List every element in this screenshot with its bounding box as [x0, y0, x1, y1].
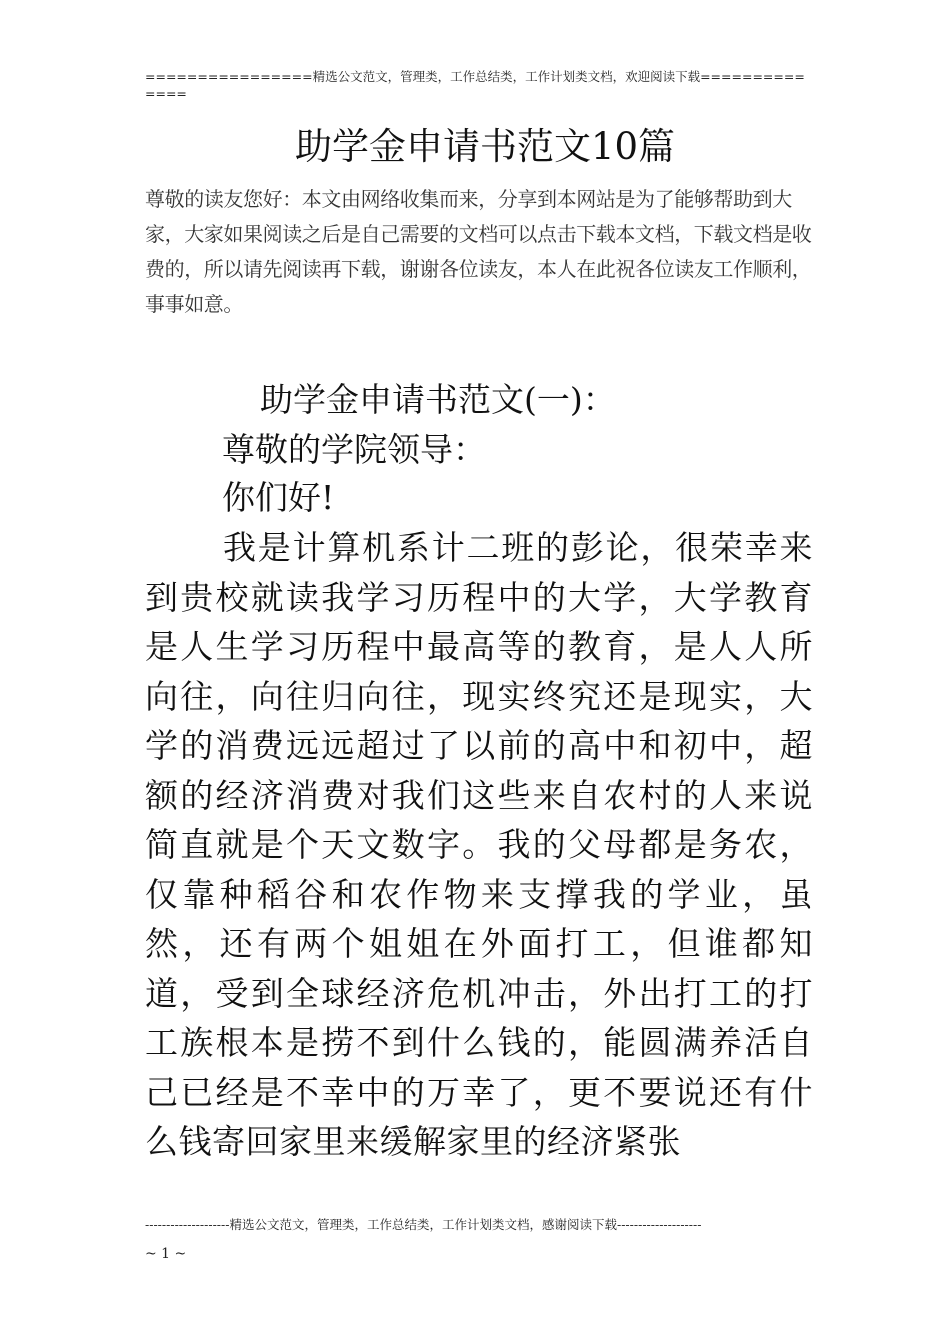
letter-salutation: 尊敬的学院领导： [222, 430, 486, 469]
letter-body-paragraph: 我是计算机系计二班的彭论，很荣幸来到贵校就读我学习历程中的大学，大学教育是人生学习历程中最高等的教育，是人人所向往，向往归向往，现实终究还是现实，大学的消费远远超过了以前的高中和初中，超额的经济消费对我们这些来自农村的人来说简直就是个天文数字。我的父母都是务农，仅靠种稻谷和农作物来支撑我的学业，虽然，还有两个姐姐在外面打工，但谁都知道，受到全球经济危机冲击，外出打工的打工族根本是捞不到什么钱的，能圆满养活自己已经是不幸中的万幸了，更不要说还有什么钱寄回家里来缓解家里的经济紧张 [145, 528, 813, 1161]
document-title: 助学金申请书范文10篇 [294, 125, 676, 168]
footer-banner: --------------------精选公文范文，管理类，工作总结类，工作计划类文档，感谢阅读下载-------------------- [145, 1217, 702, 1232]
header-banner: ================精选公文范文，管理类，工作总结类，工作计划类文档，欢迎阅读下载============== [145, 69, 805, 101]
section-heading: 助学金申请书范文(一)： [260, 380, 616, 419]
page-number: ~ 1 ~ [145, 1246, 187, 1262]
reader-notice: 尊敬的读友您好：本文由网络收集而来，分享到本网站是为了能够帮助到大家，大家如果阅读之后是自己需要的文档可以点击下载本文档，下载文档是收费的，所以请先阅读再下载，谢谢各位读友，本人在此祝各位读友工作顺利，事事如意。 [145, 187, 812, 316]
letter-greeting: 你们好! [222, 478, 335, 517]
